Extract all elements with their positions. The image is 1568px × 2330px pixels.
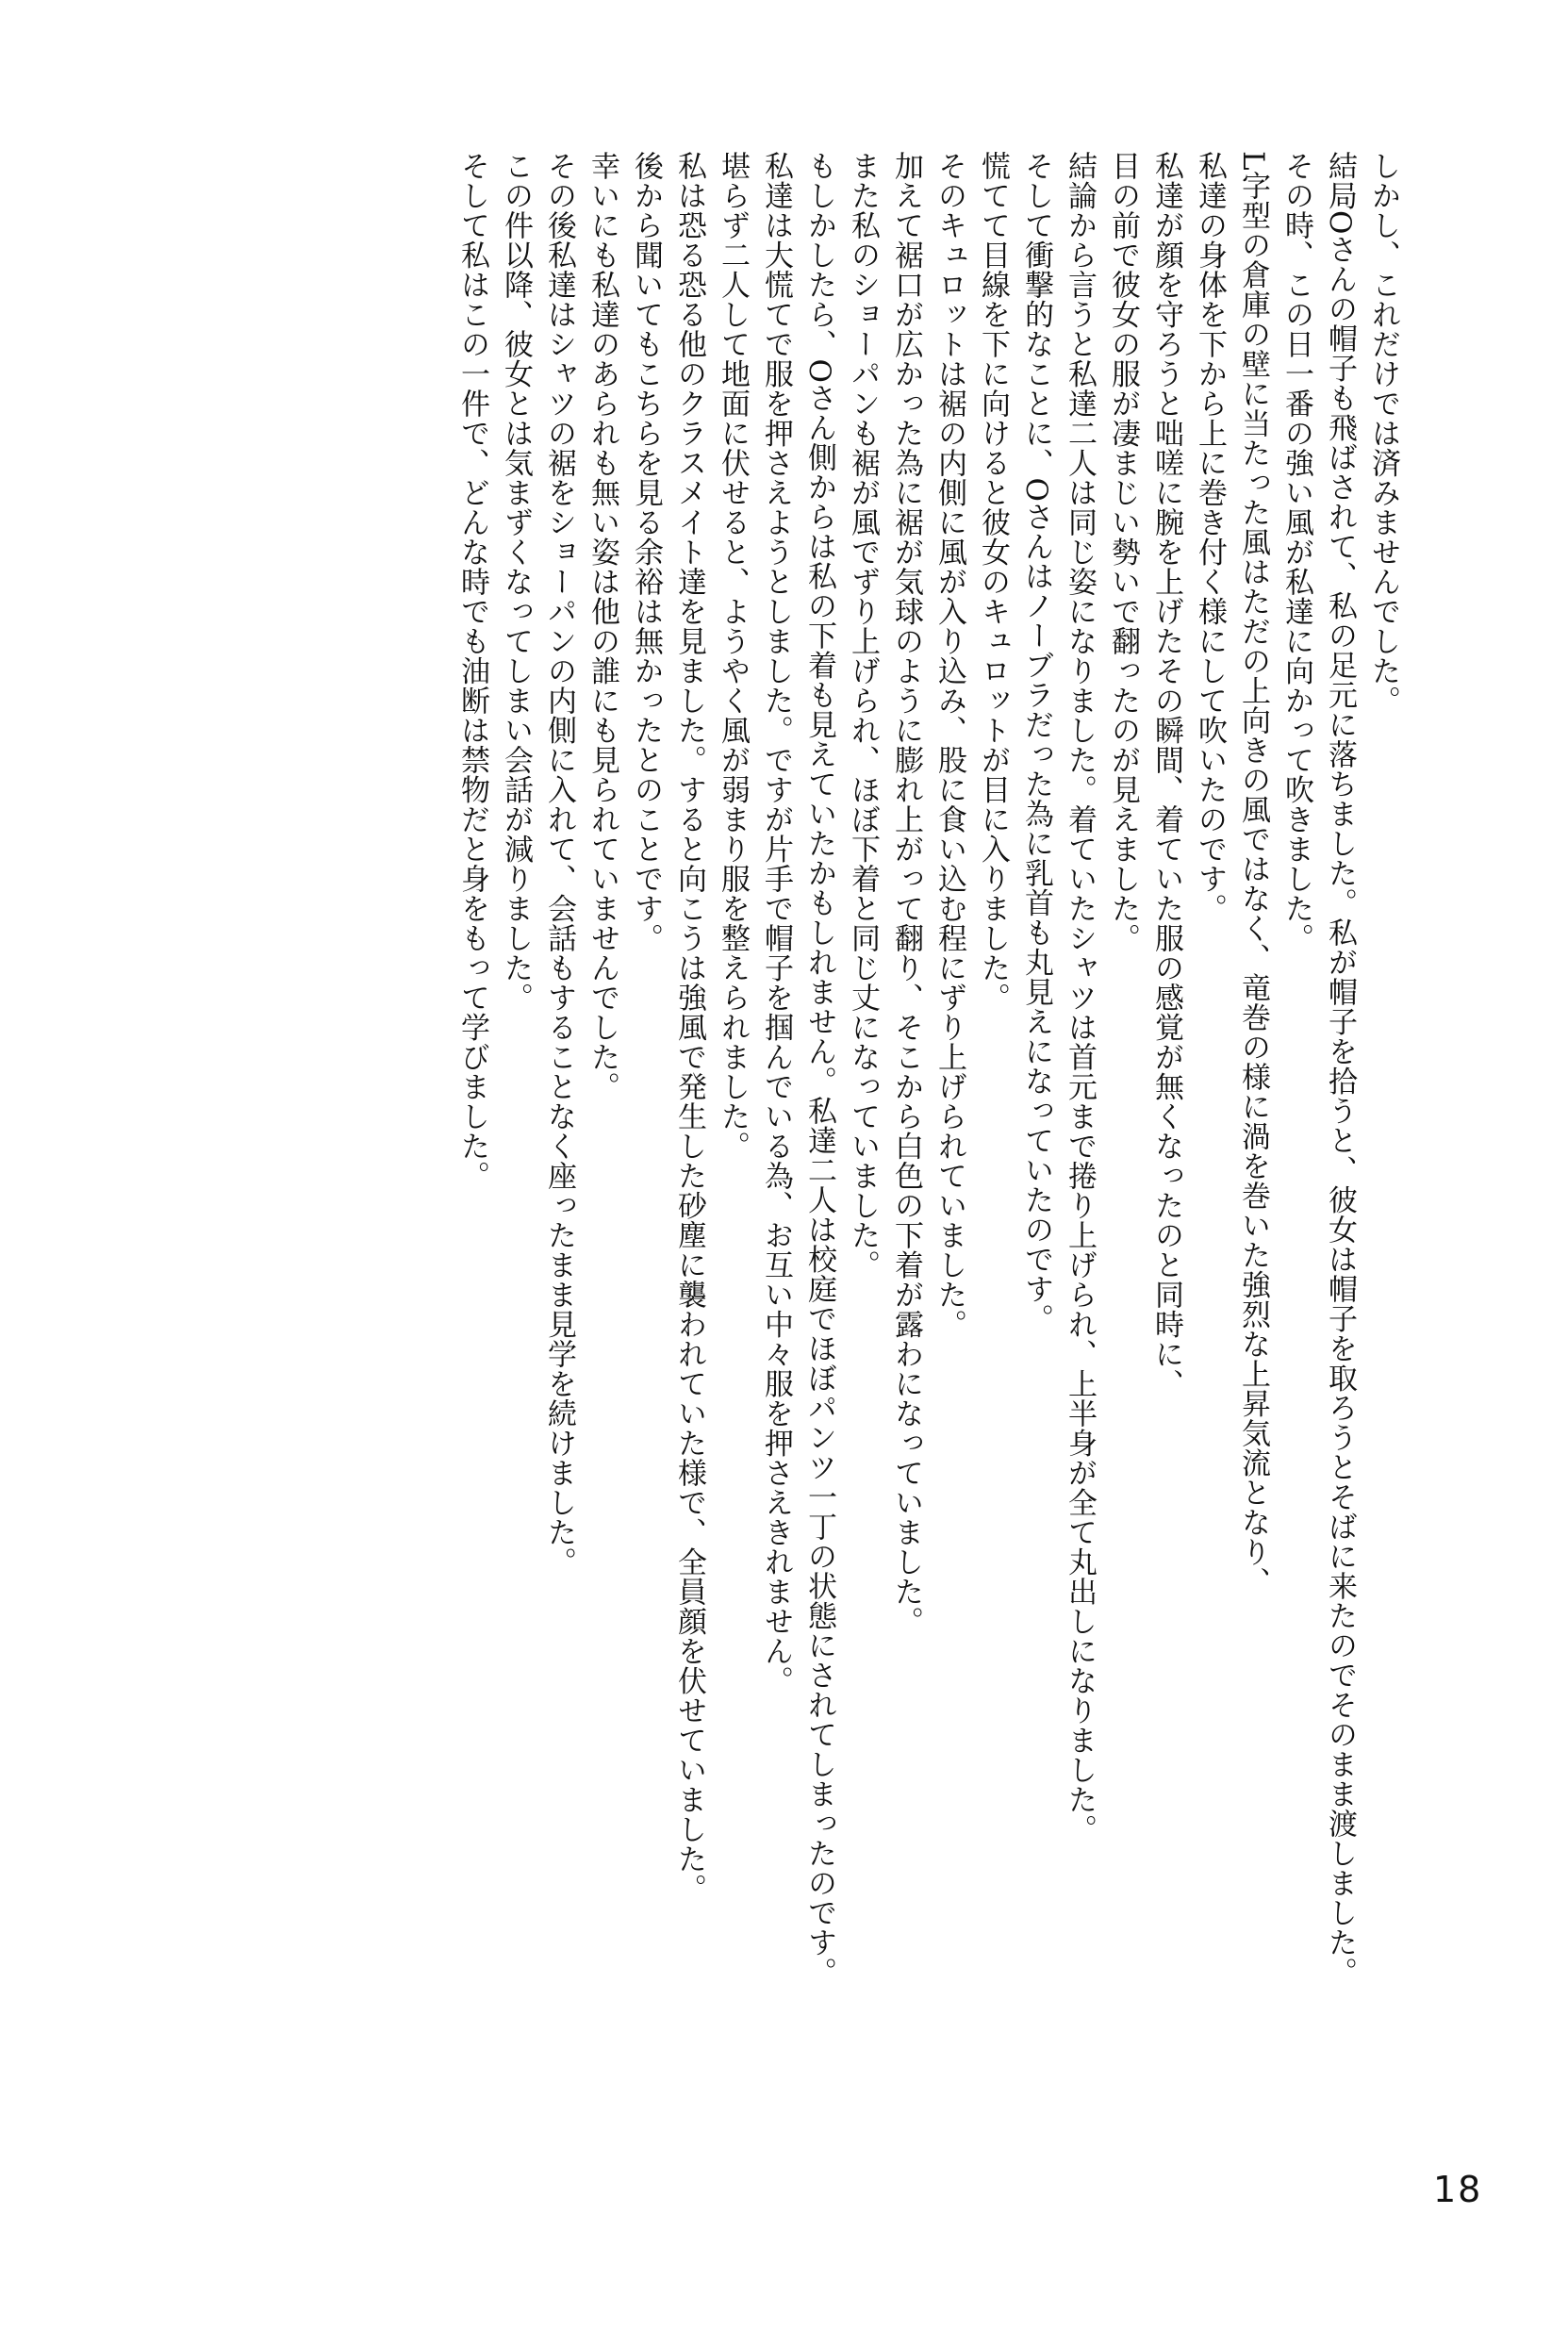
page-number: 18 xyxy=(1433,2169,1483,2210)
text-line: そして衝撃的なことに、Oさんはノーブラだった為に乳首も丸見えになっていたのです。 xyxy=(1019,151,1053,1334)
text-line: もしかしたら、Oさん側からは私の下着も見えていたかもしれません。私達二人は校庭でほぼパンツ一丁の状態にされてしまったのです。 xyxy=(802,151,836,1988)
text-line: 結局Oさんの帽子も飛ばされて、私の足元に落ちました。私が帽子を拾うと、彼女は帽子を取ろうとそばに来たのでそのまま渡しました。 xyxy=(1323,151,1357,1988)
text-line: しかし、これだけでは済みませんでした。 xyxy=(1366,151,1400,716)
text-line: 私は恐る恐る他のクラスメイト達を見ました。すると向こうは強風で発生した砂塵に襲われていた様で、全員顔を伏せていました。 xyxy=(672,151,706,1904)
text-line: L字型の倉庫の壁に当たった風はただの上向きの風ではなく、竜巻の様に渦を巻いた強烈な上昇気流となり、 xyxy=(1236,151,1270,1597)
text-line: また私のショーパンも裾が風でずり上げられ、ほぼ下着と同じ丈になっていました。 xyxy=(846,151,880,1280)
text-line: その後私達はシャツの裾をショーパンの内側に入れて、会話もすることなく座ったまま見学を続けました。 xyxy=(542,151,576,1577)
text-line: そのキュロットは裾の内側に風が入り込み、股に食い込む程にずり上げられていました。 xyxy=(933,151,966,1339)
text-line: 幸いにも私達のあられも無い姿は他の誰にも見られていませんでした。 xyxy=(586,151,619,1101)
text-line: 加えて裾口が広かった為に裾が気球のように膨れ上がって翻り、そこから白色の下着が露わになっていました。 xyxy=(889,151,923,1636)
text-line: 堪らず二人して地面に伏せると、ようやく風が弱まり服を整えられました。 xyxy=(716,151,750,1161)
text-line: 後から聞いてもこちらを見る余裕は無かったとのことです。 xyxy=(629,151,663,953)
text-line: 私達の身体を下から上に巻き付く様にして吹いたのです。 xyxy=(1193,151,1227,923)
text-line: その時、この日一番の強い風が私達に向かって吹きました。 xyxy=(1279,151,1313,953)
text-line: この件以降、彼女とは気まずくなってしまい会話が減りました。 xyxy=(499,151,533,1013)
text-line: 私達は大慌てで服を押さえようとしました。ですが片手で帽子を掴んでいる為、お互い中々服を押さえきれません。 xyxy=(759,151,793,1695)
vertical-body-text xyxy=(451,151,1405,2037)
text-line: 私達が顔を守ろうと咄嗟に腕を上げたその瞬間、着ていた服の感覚が無くなったのと同時に、 xyxy=(1149,151,1183,1398)
text-line: 結論から言うと私達二人は同じ姿になりました。着ていたシャツは首元まで捲り上げられ、上半身が全て丸出しになりました。 xyxy=(1063,151,1097,1844)
text-line: 目の前で彼女の服が凄まじい勢いで翻ったのが見えました。 xyxy=(1106,151,1140,953)
text-line: そして私はこの一件で、どんな時でも油断は禁物だと身をもって学びました。 xyxy=(455,151,489,1191)
text-line: 慌てて目線を下に向けると彼女のキュロットが目に入りました。 xyxy=(976,151,1010,1013)
